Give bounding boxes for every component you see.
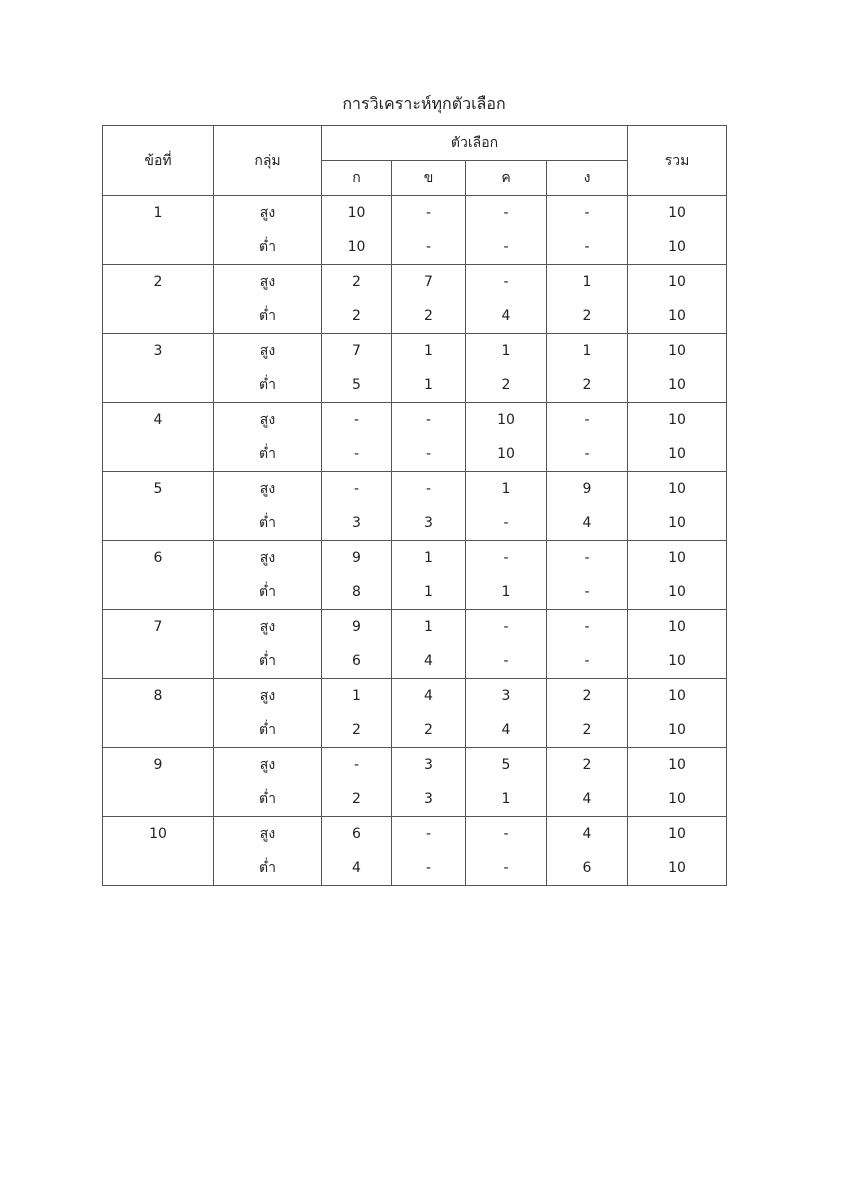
group-cell [214,196,322,265]
option-cell-value: 8 [352,584,361,600]
group-cell [214,265,322,334]
option-cell-value: - [353,412,360,428]
item-number-cell-value: 3 [153,343,163,359]
group-cell [214,403,322,472]
item-number-cell [103,334,214,403]
item-number-cell [103,265,214,334]
item-number-cell [103,472,214,541]
option-cell-value: 2 [582,757,592,773]
option-cell-value: 3 [424,791,433,807]
option-cell-value: 1 [352,688,361,704]
group-cell-value: ต่ำ [259,515,276,531]
option-cell-value: 10 [347,205,366,221]
option-cell-value: 1 [501,343,511,359]
total-cell-value: 10 [668,308,686,324]
option-cell-value: 7 [424,274,433,290]
table-row [103,265,727,334]
option-cell-value: 5 [352,377,361,393]
option-cell-value: 3 [424,757,433,773]
option-cell [322,472,392,541]
table-body [103,196,727,886]
option-cell-value: 3 [501,688,511,704]
total-cell [628,541,727,610]
group-cell-value: สูง [259,619,276,635]
option-cell-value: 4 [424,653,433,669]
option-cell-value: 5 [501,757,511,773]
option-cell-value: 1 [501,481,511,497]
total-cell-value: 10 [668,757,686,773]
option-analysis-table [102,125,727,886]
option-cell [466,265,547,334]
option-cell-value: - [503,239,509,255]
group-cell [214,541,322,610]
option-cell [322,817,392,886]
option-cell-value: - [584,205,590,221]
page-title: การวิเคราะห์ทุกตัวเลือก [342,94,506,113]
total-cell-value: 10 [668,791,686,807]
option-cell-value: 9 [582,481,592,497]
option-cell-value: 2 [352,722,361,738]
option-cell-value: 1 [424,550,433,566]
option-cell [466,403,547,472]
option-cell-value: 4 [424,688,433,704]
table-row [103,541,727,610]
option-cell [547,817,628,886]
total-cell [628,679,727,748]
option-cell-value: - [353,481,360,497]
group-cell-value: ต่ำ [259,377,276,393]
group-cell-value: สูง [259,412,276,428]
option-cell-value: 2 [424,308,433,324]
item-number-cell [103,541,214,610]
group-cell [214,610,322,679]
item-number-cell-value: 7 [153,619,163,635]
group-cell-value: ต่ำ [259,860,276,876]
option-cell [392,817,466,886]
group-cell [214,472,322,541]
option-cell-value: 6 [352,826,361,842]
total-cell-value: 10 [668,688,686,704]
table-row [103,403,727,472]
option-cell-value: - [353,757,360,773]
option-cell-value: 2 [501,377,511,393]
option-cell-value: - [425,446,432,462]
table-row [103,748,727,817]
group-cell-value: สูง [259,205,276,221]
group-cell [214,679,322,748]
option-cell-value: - [503,653,509,669]
total-cell [628,748,727,817]
option-cell-value: - [353,446,360,462]
option-cell [466,541,547,610]
total-cell-value: 10 [668,377,686,393]
option-cell-value: - [584,239,590,255]
option-cell [547,265,628,334]
group-cell-value: สูง [259,550,276,566]
option-cell [392,334,466,403]
option-cell [466,334,547,403]
group-cell-value: ต่ำ [259,446,276,462]
item-number-cell [103,748,214,817]
option-cell [322,334,392,403]
total-cell [628,196,727,265]
group-cell [214,817,322,886]
option-cell-value: 1 [424,584,433,600]
item-number-cell-value: 6 [153,550,163,566]
group-cell-value: ต่ำ [259,791,276,807]
option-cell [392,472,466,541]
item-number-cell [103,679,214,748]
option-cell-value: 6 [582,860,592,876]
header-options: ตัวเลือก [322,126,628,161]
item-number-cell-value: 9 [153,757,163,773]
group-cell-value: ต่ำ [259,239,276,255]
total-cell-value: 10 [668,515,686,531]
option-cell-value: - [503,860,509,876]
option-cell [322,610,392,679]
option-cell [547,610,628,679]
option-cell [466,679,547,748]
option-cell-value: - [425,860,432,876]
option-cell-value: - [503,619,509,635]
option-cell-value: 4 [582,515,592,531]
option-cell-value: 6 [352,653,361,669]
total-cell-value: 10 [668,584,686,600]
total-cell-value: 10 [668,343,686,359]
option-cell-value: 9 [352,550,361,566]
option-cell-value: 4 [501,308,511,324]
table-row [103,472,727,541]
option-cell-value: 4 [501,722,511,738]
group-cell-value: สูง [259,343,276,359]
total-cell [628,265,727,334]
total-cell-value: 10 [668,653,686,669]
option-cell-value: 4 [582,791,592,807]
table-header [103,126,727,196]
option-cell-value: - [584,584,590,600]
group-cell-value: ต่ำ [259,722,276,738]
option-cell [392,679,466,748]
group-cell-value: สูง [259,826,276,842]
header-item: ข้อที่ [103,126,214,196]
group-cell [214,334,322,403]
option-cell-value: - [503,274,509,290]
total-cell-value: 10 [668,826,686,842]
group-cell-value: สูง [259,688,276,704]
option-cell [392,265,466,334]
table-row [103,679,727,748]
option-cell-value: 2 [582,722,592,738]
option-cell-value: 1 [424,619,433,635]
total-cell [628,334,727,403]
item-number-cell [103,817,214,886]
option-cell [466,817,547,886]
option-cell-value: - [503,826,509,842]
option-cell-value: 2 [352,791,361,807]
header-option-c: ค [466,161,547,196]
header-option-b: ข [392,161,466,196]
option-cell-value: - [584,653,590,669]
option-cell [392,403,466,472]
option-cell-value: 4 [352,860,361,876]
group-cell-value: ต่ำ [259,308,276,324]
option-cell-value: 2 [582,688,592,704]
option-cell-value: - [425,239,432,255]
item-number-cell-value: 5 [153,481,163,497]
option-cell-value: 9 [352,619,361,635]
option-cell [322,403,392,472]
option-cell [547,403,628,472]
total-cell-value: 10 [668,619,686,635]
option-cell-value: 1 [501,791,511,807]
item-number-cell [103,196,214,265]
option-cell-value: - [503,550,509,566]
item-number-cell-value: 1 [153,205,163,221]
option-cell-value: 1 [424,343,433,359]
option-cell-value: - [584,412,590,428]
option-cell [547,196,628,265]
option-cell [392,541,466,610]
option-cell-value: 2 [352,274,361,290]
header-option-d: ง [547,161,628,196]
option-cell [466,610,547,679]
option-cell-value: 4 [582,826,592,842]
option-cell [322,748,392,817]
option-cell [547,472,628,541]
option-cell-value: 1 [582,343,592,359]
option-cell [547,541,628,610]
header-total: รวม [628,126,727,196]
item-number-cell-value: 2 [153,274,163,290]
total-cell-value: 10 [668,481,686,497]
item-number-cell-value: 4 [153,412,163,428]
option-cell-value: 1 [501,584,511,600]
total-cell-value: 10 [668,446,686,462]
option-cell [392,196,466,265]
group-cell-value: ต่ำ [259,584,276,600]
total-cell-value: 10 [668,722,686,738]
option-cell [392,748,466,817]
group-cell [214,748,322,817]
option-cell-value: - [584,550,590,566]
option-cell-value: - [425,481,432,497]
option-cell [322,265,392,334]
group-cell-value: สูง [259,481,276,497]
option-cell-value: - [503,205,509,221]
item-number-cell-value: 8 [153,688,163,704]
option-cell-value: 3 [424,515,433,531]
table-row [103,610,727,679]
option-cell-value: - [584,446,590,462]
option-cell-value: 1 [424,377,433,393]
group-cell-value: ต่ำ [259,653,276,669]
total-cell [628,472,727,541]
option-cell-value: - [584,619,590,635]
header-group: กลุ่ม [214,126,322,196]
option-cell-value: 1 [582,274,592,290]
option-cell-value: - [503,515,509,531]
item-number-cell [103,610,214,679]
option-cell [547,334,628,403]
total-cell [628,610,727,679]
total-cell [628,817,727,886]
table-row [103,817,727,886]
total-cell-value: 10 [668,412,686,428]
option-cell-value: 7 [352,343,361,359]
option-cell-value: - [425,826,432,842]
option-cell [466,748,547,817]
total-cell-value: 10 [668,205,686,221]
table-row [103,196,727,265]
option-cell-value: 2 [582,377,592,393]
item-number-cell [103,403,214,472]
option-cell-value: 2 [424,722,433,738]
option-cell-value: 10 [497,412,515,428]
option-cell [466,472,547,541]
option-cell [322,679,392,748]
option-cell [322,196,392,265]
total-cell-value: 10 [668,550,686,566]
option-cell-value: 10 [347,239,366,255]
option-cell-value: - [425,412,432,428]
header-option-a: ก [322,161,392,196]
option-cell [547,748,628,817]
table-row [103,334,727,403]
option-cell-value: 2 [582,308,592,324]
option-cell-value: 10 [497,446,515,462]
group-cell-value: สูง [259,757,276,773]
group-cell-value: สูง [259,274,276,290]
total-cell-value: 10 [668,239,686,255]
option-cell-value: 3 [352,515,361,531]
total-cell-value: 10 [668,860,686,876]
total-cell-value: 10 [668,274,686,290]
option-cell [466,196,547,265]
total-cell [628,403,727,472]
option-cell [547,679,628,748]
option-cell [322,541,392,610]
option-cell [392,610,466,679]
option-cell-value: 2 [352,308,361,324]
item-number-cell-value: 10 [149,826,167,842]
option-cell-value: - [425,205,432,221]
